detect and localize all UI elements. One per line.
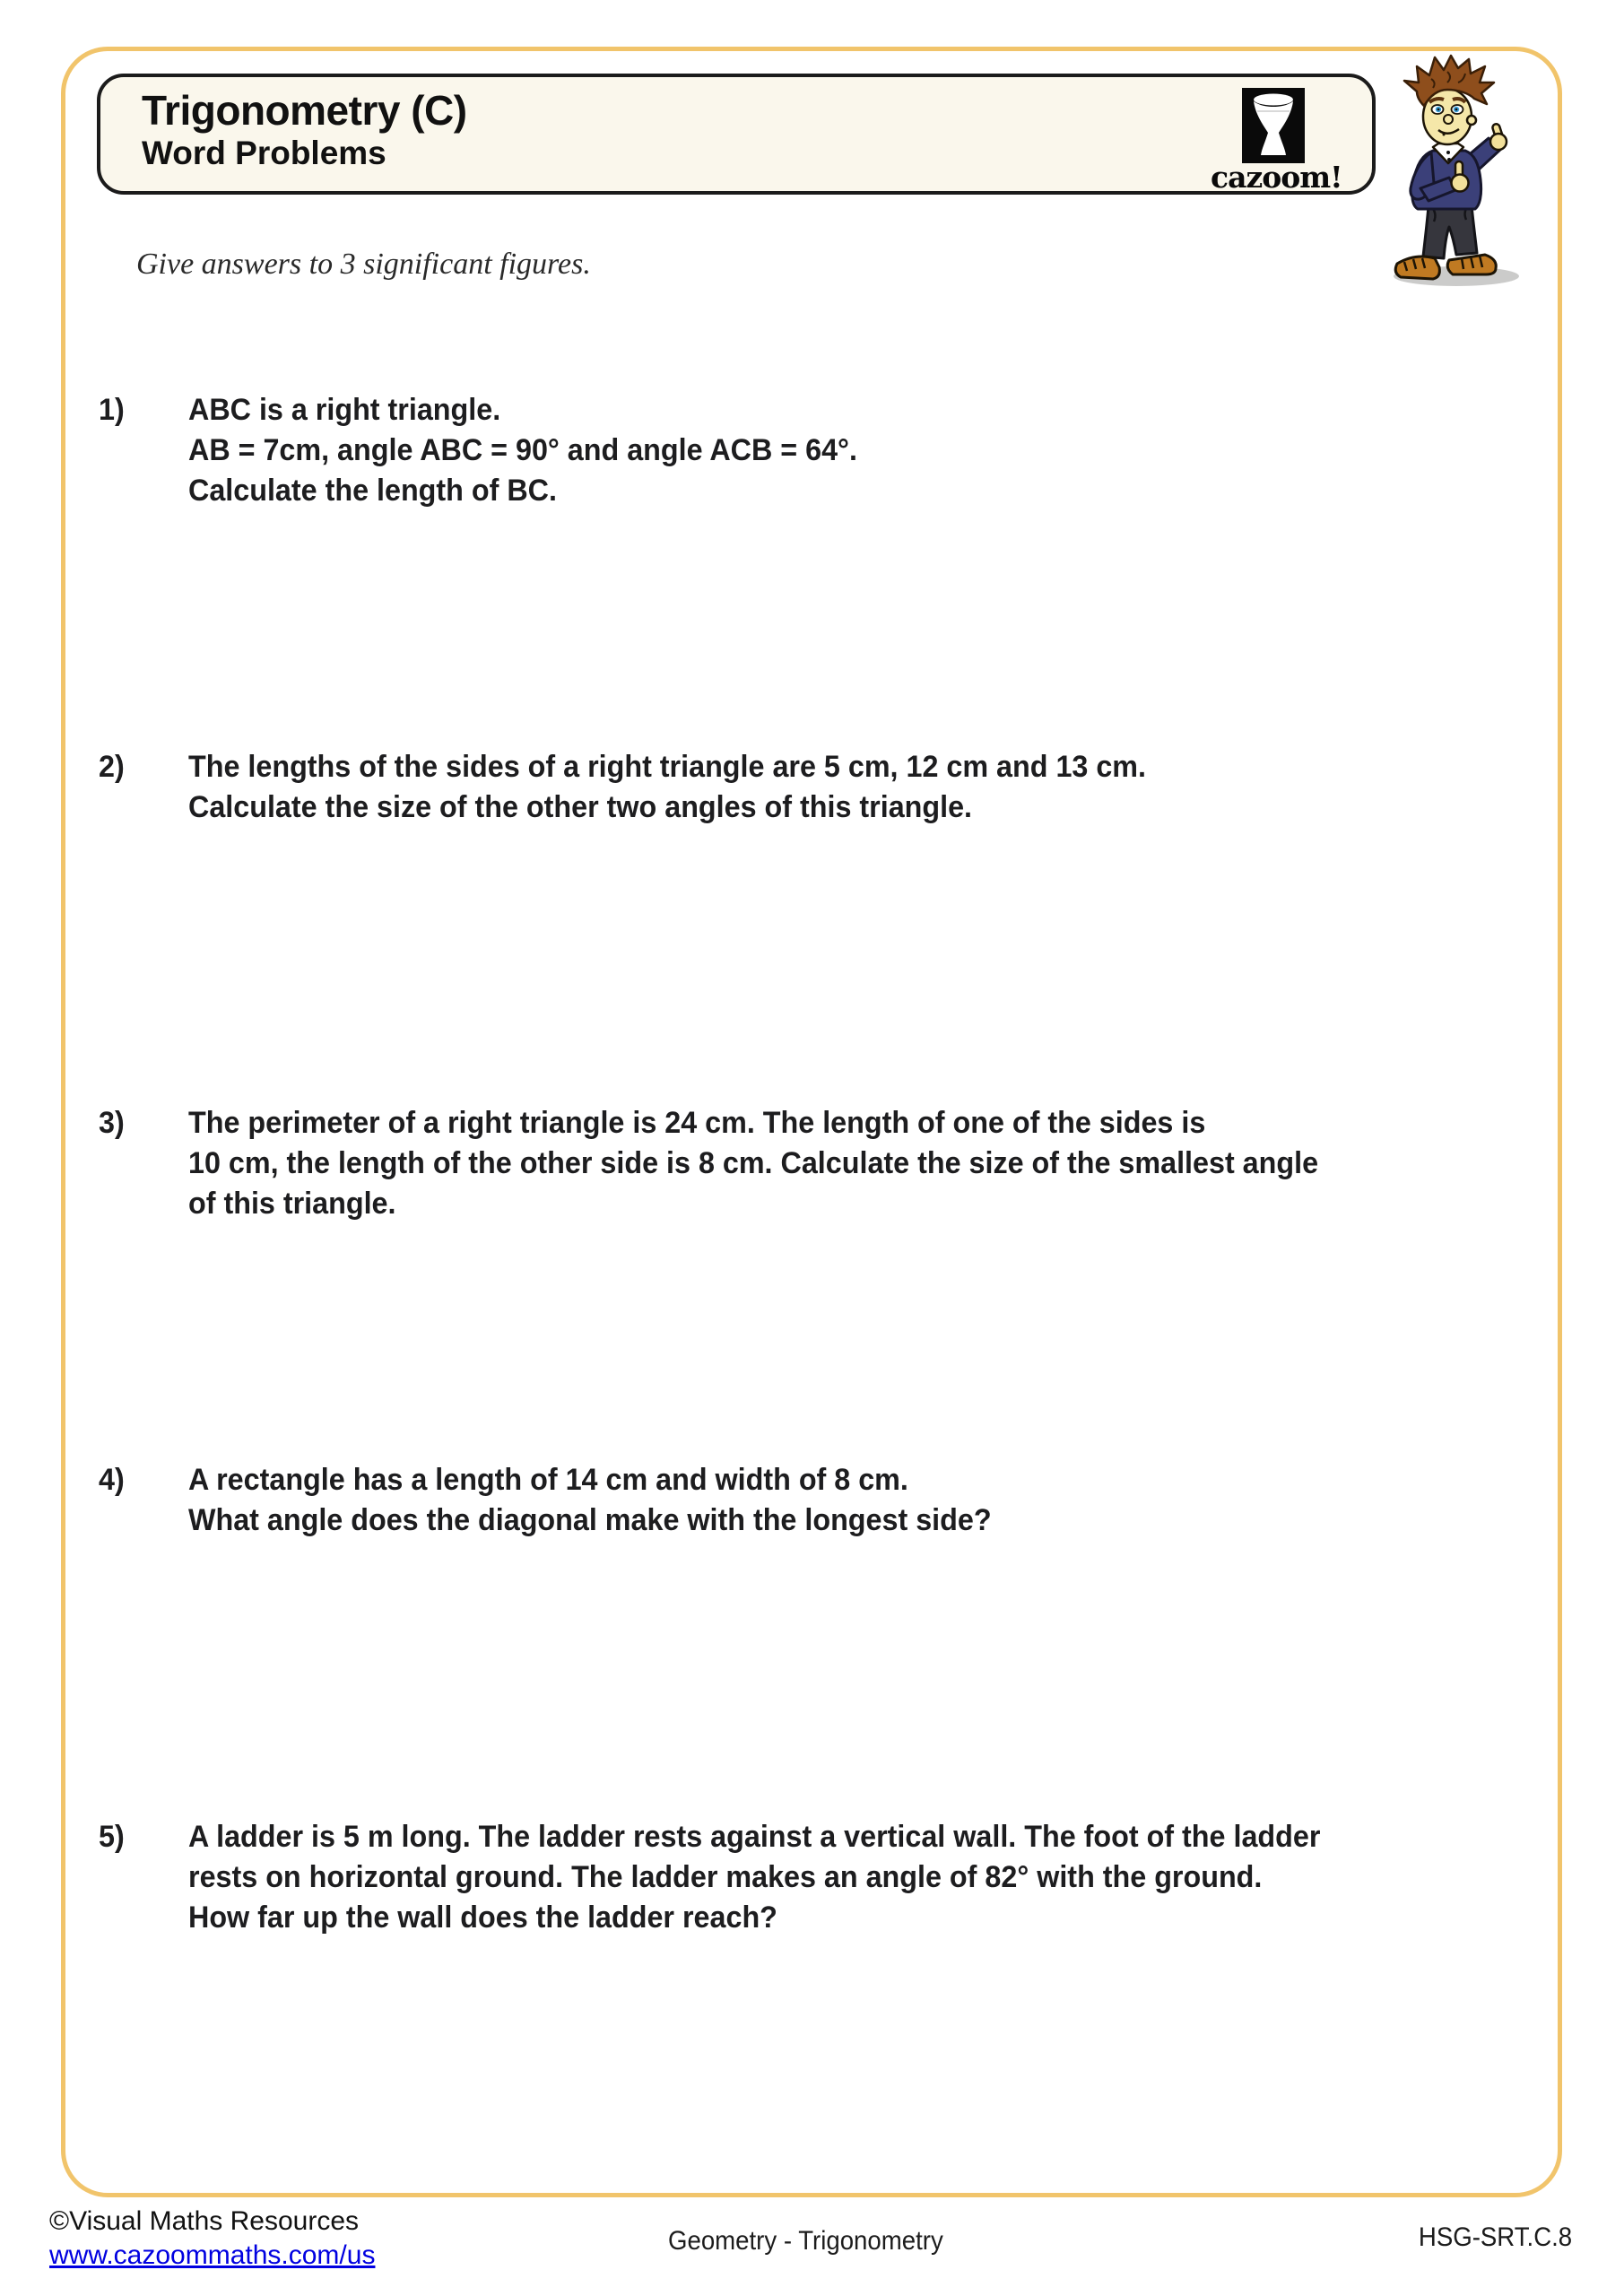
question-line: 10 cm, the length of the other side is 8 cm. Calculate the size of the smallest angle	[188, 1146, 1319, 1180]
worksheet-subtitle: Word Problems	[142, 135, 386, 171]
question-line: A ladder is 5 m long. The ladder rests against a vertical wall. The foot of the ladder	[188, 1820, 1321, 1854]
shoe-right	[1447, 255, 1496, 274]
header-box	[97, 74, 1376, 195]
copyright-text: ©Visual Maths Resources	[49, 2206, 360, 2236]
question-text	[188, 747, 1587, 828]
question-line: ABC is a right triangle.	[188, 393, 501, 427]
shoe-left	[1395, 257, 1439, 279]
question-line: The perimeter of a right triangle is 24 cm. The length of one of the sides is	[188, 1106, 1206, 1140]
footer-category: Geometry - Trigonometry	[668, 2226, 943, 2256]
question-text	[188, 1817, 1587, 1938]
standard-code: HSG-SRT.C.8	[1418, 2222, 1572, 2252]
question-text	[188, 390, 1587, 511]
website-link[interactable]: www.cazoommaths.com/us	[49, 2240, 376, 2270]
question-line: A rectangle has a length of 14 cm and width of 8 cm.	[188, 1463, 908, 1497]
question-number: 3)	[99, 1106, 125, 1140]
question-text	[188, 1103, 1587, 1224]
question-number: 2)	[99, 750, 125, 784]
question-line: The lengths of the sides of a right triangle are 5 cm, 12 cm and 13 cm.	[188, 750, 1147, 784]
mascot-boy-illustration	[1390, 52, 1544, 289]
question-line: of this triangle.	[188, 1187, 396, 1221]
question-line: Calculate the length of BC.	[188, 474, 557, 508]
question-text	[188, 1460, 1587, 1541]
thumbs-up-hand-icon	[1490, 123, 1507, 150]
question-line: Calculate the size of the other two angles of this triangle.	[188, 790, 973, 824]
djembe-drum-icon	[1242, 88, 1305, 163]
question-number: 1)	[99, 393, 125, 427]
question-line: How far up the wall does the ladder reach?	[188, 1900, 777, 1935]
instruction-text: Give answers to 3 significant figures.	[136, 248, 591, 281]
question-number: 4)	[99, 1463, 125, 1497]
question-number: 5)	[99, 1820, 125, 1854]
question-line: AB = 7cm, angle ABC = 90° and angle ACB = 64°.	[188, 433, 857, 467]
logo-wordmark: cazoom!	[1211, 160, 1342, 195]
question-line: What angle does the diagonal make with the longest side?	[188, 1503, 992, 1537]
worksheet-title: Trigonometry (C)	[142, 87, 467, 134]
question-line: rests on horizontal ground. The ladder makes an angle of 82° with the ground.	[188, 1860, 1263, 1894]
cazoom-logo	[1211, 88, 1342, 195]
